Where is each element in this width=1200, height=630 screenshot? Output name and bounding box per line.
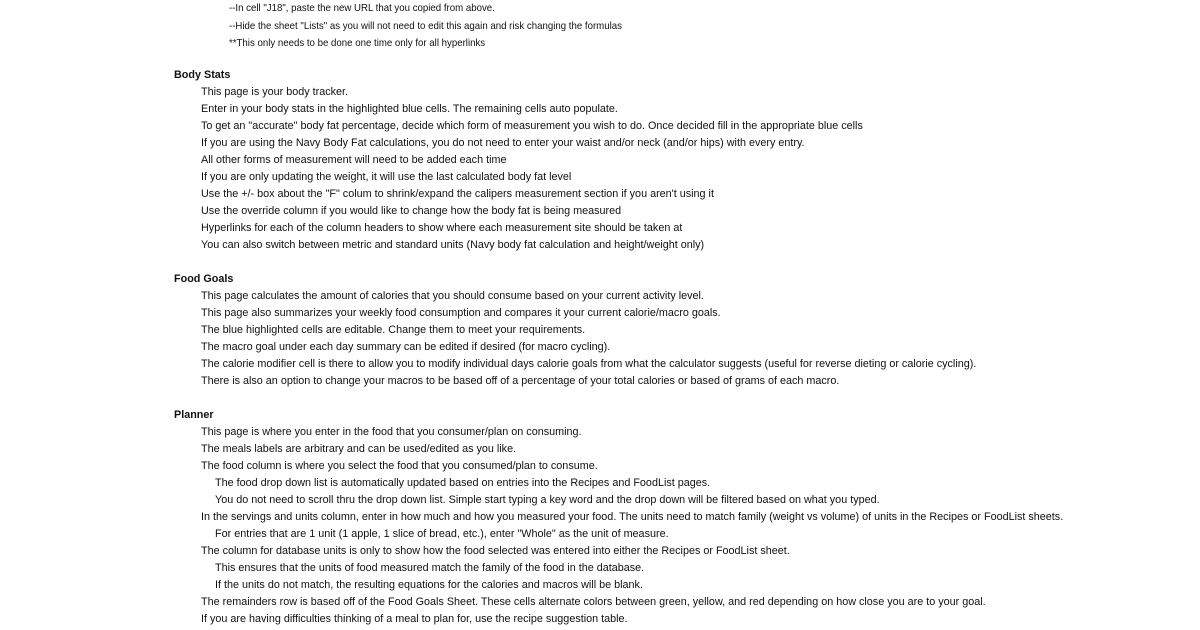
note-line: **This only needs to be done one time only for all hyperlinks (229, 37, 486, 50)
planner-lines (174, 424, 1063, 628)
note-line: --Hide the sheet "Lists" as you will not need to edit this again and risk changing the formulas (229, 19, 622, 32)
instruction-line: The food column is where you select the food that you consumed/plan to consume. (201, 460, 598, 472)
instruction-line: The blue highlighted cells are editable. Change them to meet your requirements. (201, 324, 586, 336)
section-title: Food Goals (174, 273, 234, 285)
instruction-line: Enter in your body stats in the highlighted blue cells. The remaining cells auto populate. (201, 103, 618, 115)
instruction-line: All other forms of measurement will need to be added each time (201, 154, 507, 166)
instruction-line: This page calculates the amount of calories that you should consume based on your current activity level. (201, 290, 704, 302)
note-line: --In cell "J18", paste the new URL that you copied from above. (229, 2, 495, 14)
section-spacer (174, 390, 1063, 407)
instruction-line: You can also switch between metric and standard units (Navy body fat calculation and height/weight only) (201, 239, 705, 251)
instruction-line: To get an "accurate" body fat percentage, decide which form of measurement you wish to do. Once decided fill in the appropriate blue cells (201, 120, 863, 132)
section-title: Body Stats (174, 69, 231, 81)
instruction-line: This page is where you enter in the food that you consumer/plan on consuming. (201, 426, 582, 438)
instruction-line: The remainders row is based off of the Food Goals Sheet. These cells alternate colors between green, yellow, and red depending on how close you are to your goal. (201, 596, 986, 608)
instruction-line: You do not need to scroll thru the drop down list. Simple start typing a key word and the drop down will be filtered based on what you typed. (215, 494, 880, 506)
instruction-line: For entries that are 1 unit (1 apple, 1 slice of bread, etc.), enter "Whole" as the unit of measure. (215, 528, 669, 540)
instruction-line: If the units do not match, the resulting equations for the calories and macros will be blank. (215, 579, 643, 591)
instruction-line: The macro goal under each day summary can be edited if desired (for macro cycling). (201, 341, 611, 353)
section-food-goals (174, 271, 1063, 390)
instruction-line: If you are having difficulties thinking of a meal to plan for, use the recipe suggestion table. (201, 613, 628, 625)
instruction-line: If you are only updating the weight, it will use the last calculated body fat level (201, 171, 572, 183)
instruction-line: Use the override column if you would like to change how the body fat is being measured (201, 205, 622, 217)
instruction-line: Hyperlinks for each of the column headers to show where each measurement site should be taken at (201, 222, 683, 234)
instruction-line: If you are using the Navy Body Fat calculations, you do not need to enter your waist and/or neck (and/or hips) with every entry. (201, 137, 805, 149)
instruction-line: This page also summarizes your weekly food consumption and compares it your current calorie/macro goals. (201, 307, 721, 319)
section-spacer (174, 254, 1063, 271)
section-title: Planner (174, 409, 214, 421)
section-body-stats (174, 67, 1063, 254)
instruction-line: The food drop down list is automatically updated based on entries into the Recipes and FoodList pages. (215, 477, 711, 489)
hyperlink-setup-notes (229, 0, 656, 53)
instruction-line: The meals labels are arbitrary and can be used/edited as you like. (201, 443, 517, 455)
section-planner (174, 407, 1063, 628)
instruction-line: This ensures that the units of food measured match the family of the food in the database. (215, 562, 645, 574)
instruction-line: The column for database units is only to show how the food selected was entered into either the Recipes or FoodList sheet. (201, 545, 790, 557)
instruction-sections (174, 67, 1063, 628)
instruction-line: In the servings and units column, enter in how much and how you measured your food. The units need to match family (weight vs volume) of units in the Recipes or FoodList sheets. (201, 511, 1064, 523)
instruction-line: There is also an option to change your macros to be based off of a percentage of your total calories or based of grams of each macro. (201, 375, 840, 387)
instruction-line: The calorie modifier cell is there to allow you to modify individual days calorie goals from what the calculator suggests (useful for reverse dieting or calorie cycling). (201, 358, 977, 370)
instruction-line: This page is your body tracker. (201, 86, 349, 98)
instruction-line: Use the +/- box about the "F" colum to shrink/expand the calipers measurement section if you aren't using it (201, 188, 714, 200)
